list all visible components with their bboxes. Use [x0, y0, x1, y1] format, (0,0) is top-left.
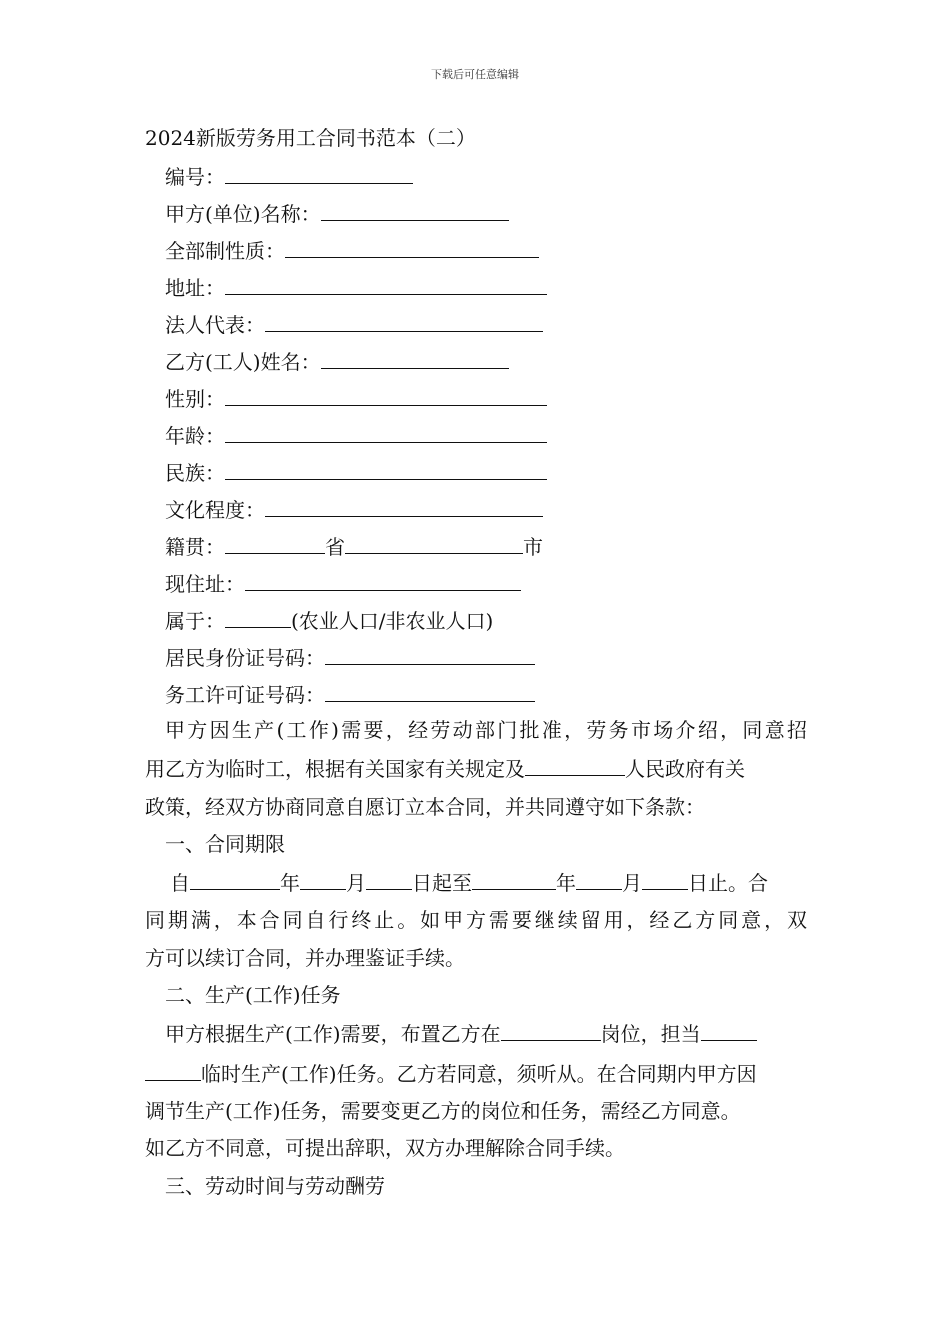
- field-party-b-name: 乙方(工人)姓名：: [145, 342, 807, 379]
- blank-start-year[interactable]: [190, 863, 280, 890]
- blank-ownership[interactable]: [285, 231, 539, 258]
- blank-position[interactable]: [501, 1014, 601, 1041]
- intro-line-2: 用乙方为临时工，根据有关国家有关规定及 人民政府有关: [145, 749, 807, 788]
- field-age: 年龄：: [145, 416, 807, 453]
- section-2-paragraph: [145, 1014, 807, 1167]
- blank-start-day[interactable]: [366, 863, 412, 890]
- section-2-line-3: 调节生产(工作)任务，需要变更乙方的岗位和任务，需经乙方同意。: [145, 1098, 741, 1123]
- field-id-number: 居民身份证号码：: [145, 638, 807, 675]
- field-ethnicity: 民族：: [145, 453, 807, 490]
- blank-ethnicity[interactable]: [225, 453, 547, 480]
- blank-belongs[interactable]: [225, 601, 291, 628]
- blank-current-address[interactable]: [245, 564, 521, 591]
- field-current-address: 现住址：: [145, 564, 807, 601]
- field-party-a-name: 甲方(单位)名称：: [145, 194, 807, 231]
- section-3-heading: 三、劳动时间与劳动酬劳: [165, 1173, 385, 1198]
- field-native-place: 籍贯： 省 市: [145, 527, 807, 564]
- blank-id-number[interactable]: [325, 638, 535, 665]
- blank-task-a[interactable]: [701, 1014, 757, 1041]
- blank-end-year[interactable]: [472, 863, 556, 890]
- section-2-line-2: 临时生产(工作)任务。乙方若同意，须听从。在合同期内甲方因: [145, 1054, 807, 1093]
- blank-gender[interactable]: [225, 379, 547, 406]
- field-gender: 性别：: [145, 379, 807, 416]
- blank-work-permit[interactable]: [325, 675, 535, 702]
- blank-party-a-name[interactable]: [321, 194, 509, 221]
- section-1-paragraph: [145, 863, 807, 977]
- section-2-line-1: 甲方根据生产(工作)需要，布置乙方在 岗位，担当: [145, 1014, 807, 1053]
- field-belongs: 属于： (农业人口/非农业人口): [145, 601, 807, 638]
- blank-end-month[interactable]: [576, 863, 622, 890]
- blank-address[interactable]: [225, 268, 547, 295]
- section-1-line-2: 同期满，本合同自行终止。如甲方需要继续留用，经乙方同意，双: [145, 908, 807, 933]
- intro-paragraph: [145, 712, 807, 826]
- blank-start-month[interactable]: [300, 863, 346, 890]
- blank-age[interactable]: [225, 416, 547, 443]
- blank-legal-rep[interactable]: [265, 305, 543, 332]
- section-2-heading: 二、生产(工作)任务: [165, 983, 341, 1008]
- blank-number[interactable]: [225, 157, 413, 184]
- field-number: 编号：: [145, 157, 807, 194]
- field-work-permit: 务工许可证号码：: [145, 675, 807, 712]
- section-1-line-1: 自 年 月 日起至 年 月 日止。合: [145, 863, 807, 902]
- blank-party-b-name[interactable]: [321, 342, 509, 369]
- field-legal-rep: 法人代表：: [145, 305, 807, 342]
- section-2-line-4: 如乙方不同意，可提出辞职，双方办理解除合同手续。: [145, 1136, 625, 1161]
- section-1-heading: 一、合同期限: [165, 831, 285, 856]
- field-ownership: 全部制性质：: [145, 231, 807, 268]
- section-1-line-3: 方可以续订合同，并办理鉴证手续。: [145, 945, 465, 970]
- field-education: 文化程度：: [145, 490, 807, 527]
- blank-native-province[interactable]: [225, 527, 325, 554]
- blank-task-b[interactable]: [145, 1054, 201, 1081]
- field-address: 地址：: [145, 268, 807, 305]
- page-header-note: 下载后可任意编辑: [431, 68, 519, 81]
- blank-government[interactable]: [525, 749, 625, 776]
- document-title: 2024新版劳务用工合同书范本（二）: [145, 126, 476, 150]
- blank-end-day[interactable]: [642, 863, 688, 890]
- blank-education[interactable]: [265, 490, 543, 517]
- document-body: [145, 120, 807, 1205]
- intro-line-3: 政策，经双方协商同意自愿订立本合同，并共同遵守如下条款：: [145, 794, 705, 819]
- blank-native-city[interactable]: [345, 527, 523, 554]
- intro-line-1: 甲方因生产(工作)需要，经劳动部门批准，劳务市场介绍，同意招: [165, 718, 807, 742]
